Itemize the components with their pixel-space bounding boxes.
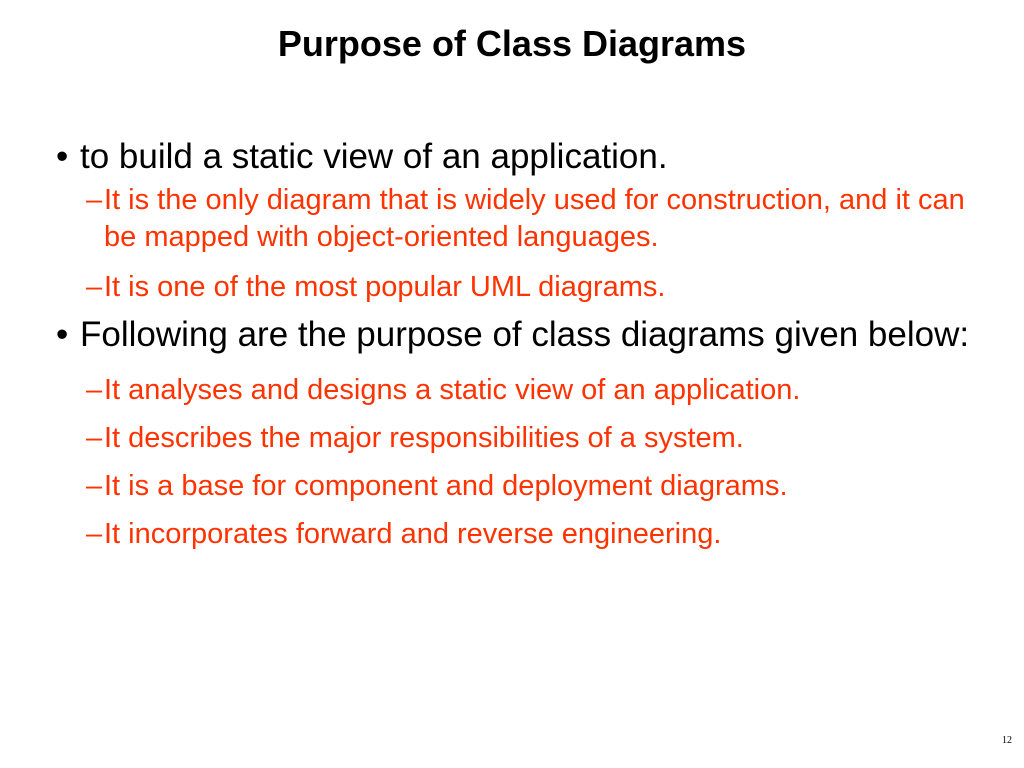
sub-bullet-item (56, 516, 986, 553)
sub-bullet-text: It is a base for component and deployment diagrams. (104, 470, 788, 502)
sub-bullet-text: It describes the major responsibilities of a system. (104, 422, 744, 454)
dash-marker: – (86, 470, 103, 502)
bullet-text: to build a static view of an application. (80, 137, 668, 176)
dash-marker: – (86, 184, 103, 216)
sub-bullet-item (56, 372, 986, 409)
sub-bullet-text: It analyses and designs a static view of an application. (104, 374, 801, 406)
sub-bullet-text: It incorporates forward and reverse engineering. (104, 518, 722, 550)
bullet-list (56, 134, 986, 553)
bullet-item (56, 312, 986, 358)
dash-marker: – (86, 422, 103, 454)
sub-bullet-text: It is the only diagram that is widely used for construction, and it can be mapped with object-oriented languages. (104, 184, 965, 253)
sub-bullet-item (56, 182, 986, 256)
bullet-item (56, 134, 986, 180)
dash-marker: – (86, 518, 103, 550)
bullet-marker: • (56, 315, 69, 354)
page-number: 12 (1002, 735, 1012, 746)
slide-title: Purpose of Class Diagrams (277, 23, 747, 64)
dash-marker: – (86, 374, 103, 406)
sub-bullet-item (56, 420, 986, 457)
dash-marker: – (86, 271, 103, 303)
sub-bullet-text: It is one of the most popular UML diagrams. (104, 271, 666, 303)
sub-bullet-item (56, 468, 986, 505)
bullet-marker: • (56, 137, 69, 176)
bullet-text: Following are the purpose of class diagrams given below: (80, 315, 970, 354)
sub-bullet-item (56, 269, 986, 306)
